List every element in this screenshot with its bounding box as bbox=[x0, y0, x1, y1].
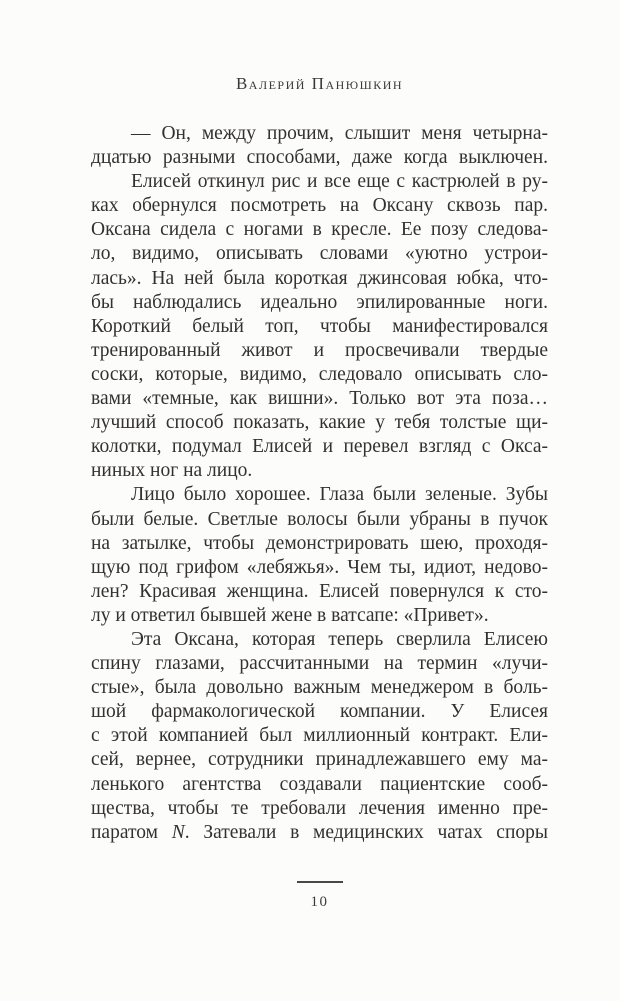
paragraph bbox=[91, 170, 548, 483]
paragraph bbox=[91, 483, 548, 628]
text-line: стые», была довольно важным менеджером в боль- bbox=[91, 677, 548, 699]
text-line: дцатью разными способами, даже когда выключен. bbox=[91, 147, 548, 169]
text-line: щую под грифом «лебяжья». Чем ты, идиот, недово- bbox=[91, 556, 548, 578]
text-line: Елисей откинул рис и все еще с кастрюлей в ру- bbox=[131, 171, 548, 193]
italic-text: N bbox=[171, 821, 185, 843]
text-line: шой фармакологической компании. У Елисея bbox=[91, 701, 548, 723]
text-line: колотки, подумал Елисей и перевел взгляд с Окса- bbox=[91, 436, 548, 458]
text-line: лу и ответил бывшей жене в ватсапе: «Привет». bbox=[91, 604, 489, 626]
text-line: ленького агентства создавали пациентские сооб- bbox=[91, 773, 548, 795]
text-line: соски, которые, видимо, следовало описывать сло- bbox=[91, 363, 548, 385]
text-line: тренированный живот и просвечивали твердые bbox=[91, 339, 548, 361]
text-line: — Он, между прочим, слышит меня четырна- bbox=[131, 123, 548, 144]
text-line: Короткий белый топ, чтобы манифестировался bbox=[91, 315, 548, 337]
paragraph bbox=[91, 122, 548, 170]
text-line: Лицо было хорошее. Глаза были зеленые. Зубы bbox=[131, 484, 548, 506]
text-line: вами «темные, как вишни». Только вот эта поза… bbox=[91, 388, 548, 410]
paragraph bbox=[91, 628, 548, 845]
text-line: лучший способ показать, какие у тебя толстые щи- bbox=[91, 412, 548, 434]
text-line: ло, видимо, описывать словами «уютно устрои- bbox=[91, 243, 548, 265]
text-line: сей, вернее, сотрудники принадлежавшего ему ма- bbox=[91, 749, 548, 771]
text-line: щества, чтобы те требовали лечения именно пре- bbox=[91, 797, 548, 819]
running-header: Валерий Панюшкин bbox=[235, 74, 404, 93]
text-line: Эта Оксана, которая теперь сверлила Елисею bbox=[131, 628, 548, 650]
text-line: ках обернулся посмотреть на Оксану сквозь пар. bbox=[91, 195, 548, 217]
text-line: были белые. Светлые волосы были убраны в пучок bbox=[91, 508, 548, 530]
text-line: на затылке, чтобы демонстрировать шею, проходя- bbox=[91, 532, 548, 554]
text-line: ниных ног на лицо. bbox=[91, 460, 253, 482]
text-line: лась». На ней была короткая джинсовая юбка, что- bbox=[91, 267, 548, 289]
text-line: Оксана сидела с ногами в кресле. Ее позу следова- bbox=[91, 219, 548, 241]
text-line: бы наблюдались идеально эпилированные ноги. bbox=[91, 291, 548, 313]
text-line: лен? Красивая женщина. Елисей повернулся к сто- bbox=[91, 580, 548, 602]
text-line: с этой компанией был миллионный контракт. Ели- bbox=[91, 725, 548, 747]
footer-divider bbox=[297, 881, 343, 883]
text-block bbox=[91, 122, 548, 845]
text-line: спину глазами, рассчитанными на термин «лучи- bbox=[91, 653, 548, 675]
page-number: 10 bbox=[310, 894, 329, 910]
text-line: паратом N. Затевали в медицинских чатах споры bbox=[91, 821, 548, 843]
